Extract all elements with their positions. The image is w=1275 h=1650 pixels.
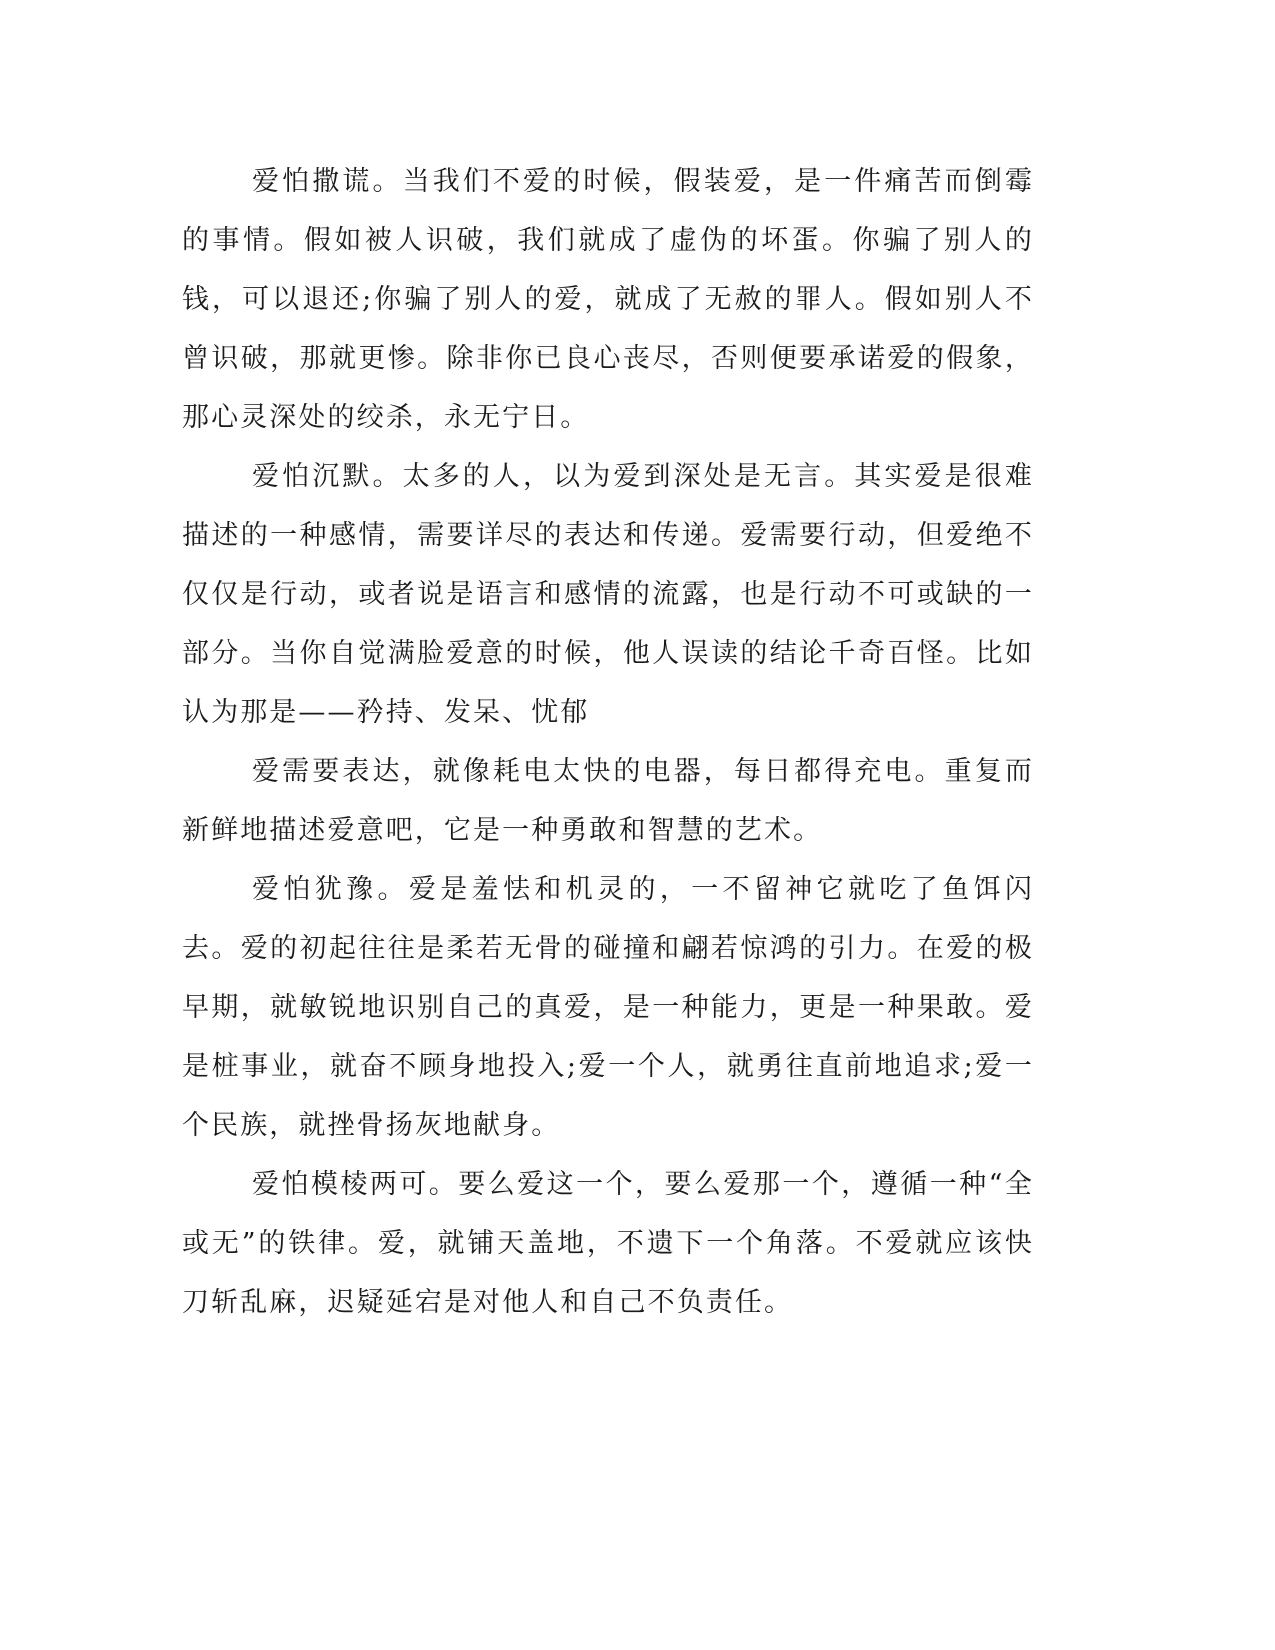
paragraph: 爱怕沉默。太多的人，以为爱到深处是无言。其实爱是很难描述的一种感情，需要详尽的表达和传递。爱需要行动，但爱绝不仅仅是行动，或者说是语言和感情的流露，也是行动不可或缺的一部分。当你自觉满脸爱意的时候，他人误读的结论千奇百怪。比如认为那是——矜持、发呆、忧郁 — [182, 461, 1034, 728]
paragraph: 爱怕模棱两可。要么爱这一个，要么爱那一个，遵循一种“全或无”的铁律。爱，就铺天盖地，不遗下一个角落。不爱就应该快刀斩乱麻，迟疑延宕是对他人和自己不负责任。 — [182, 1169, 1034, 1318]
paragraph: 爱怕犹豫。爱是羞怯和机灵的，一不留神它就吃了鱼饵闪去。爱的初起往往是柔若无骨的碰撞和翩若惊鸿的引力。在爱的极早期，就敏锐地识别自己的真爱，是一种能力，更是一种果敢。爱是桩事业，就奋不顾身地投入;爱一个人，就勇往直前地追求;爱一个民族，就挫骨扬灰地献身。 — [182, 874, 1034, 1141]
document-body — [182, 152, 1034, 1332]
paragraph: 爱怕撒谎。当我们不爱的时候，假装爱，是一件痛苦而倒霉的事情。假如被人识破，我们就成了虚伪的坏蛋。你骗了别人的钱，可以退还;你骗了别人的爱，就成了无赦的罪人。假如别人不曾识破，那就更惨。除非你已良心丧尽，否则便要承诺爱的假象，那心灵深处的绞杀，永无宁日。 — [182, 166, 1034, 433]
paragraph: 爱需要表达，就像耗电太快的电器，每日都得充电。重复而新鲜地描述爱意吧，它是一种勇敢和智慧的艺术。 — [182, 756, 1034, 846]
